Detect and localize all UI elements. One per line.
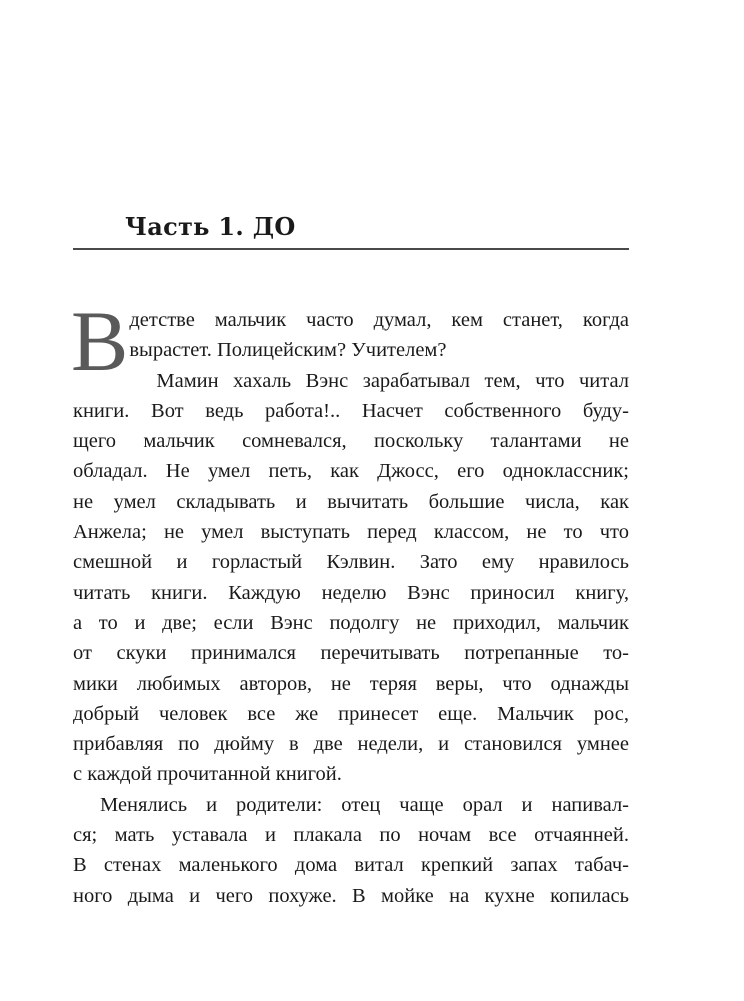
text-line: щего мальчик сомневался, поскольку талантами не (73, 430, 629, 453)
text-line: Менялись и родители: отец чаще орал и напивал- (100, 793, 629, 816)
text-line: книги. Вот ведь работа!.. Насчет собственного буду- (73, 399, 629, 422)
text-line: мики любимых авторов, не теряя веры, что однажды (73, 672, 629, 695)
text-line: обладал. Не умел петь, как Джосс, его одноклассник; (73, 460, 629, 483)
text-line: смешной и горластый Кэлвин. Зато ему нравилось (73, 551, 629, 574)
text-line: Анжела; не умел выступать перед классом, не то что (73, 521, 629, 544)
text-line: В стенах маленького дома витал крепкий запах табач- (73, 854, 629, 877)
drop-cap: В (71, 293, 129, 389)
text-line: вырастет. Полицейским? Учителем? (129, 339, 447, 362)
text-line: ного дыма и чего похуже. В мойке на кухне копилась (73, 884, 629, 907)
chapter-title: Часть 1. ДО (125, 212, 296, 241)
title-underline (73, 248, 629, 250)
text-line: детстве мальчик часто думал, кем станет, когда (129, 309, 629, 331)
text-line: ся; мать уставала и плакала по ночам все отчаянней. (73, 824, 629, 847)
text-line: от скуки принимался перечитывать потрепанные то- (73, 642, 629, 665)
text-line: а то и две; если Вэнс подолгу не приходил, мальчик (73, 611, 629, 634)
body-text (71, 293, 629, 911)
text-line: не умел складывать и вычитать большие числа, как (73, 490, 629, 513)
text-line: читать книги. Каждую неделю Вэнс приносил книгу, (73, 581, 629, 604)
text-line: добрый человек все же принесет еще. Мальчик рос, (73, 702, 629, 725)
text-line: с каждой прочитанной книгой. (73, 763, 342, 786)
text-line: Мамин хахаль Вэнс зарабатывал тем, что читал (156, 369, 629, 392)
text-line: прибавляя по дюйму в две недели, и становился умнее (73, 733, 629, 756)
